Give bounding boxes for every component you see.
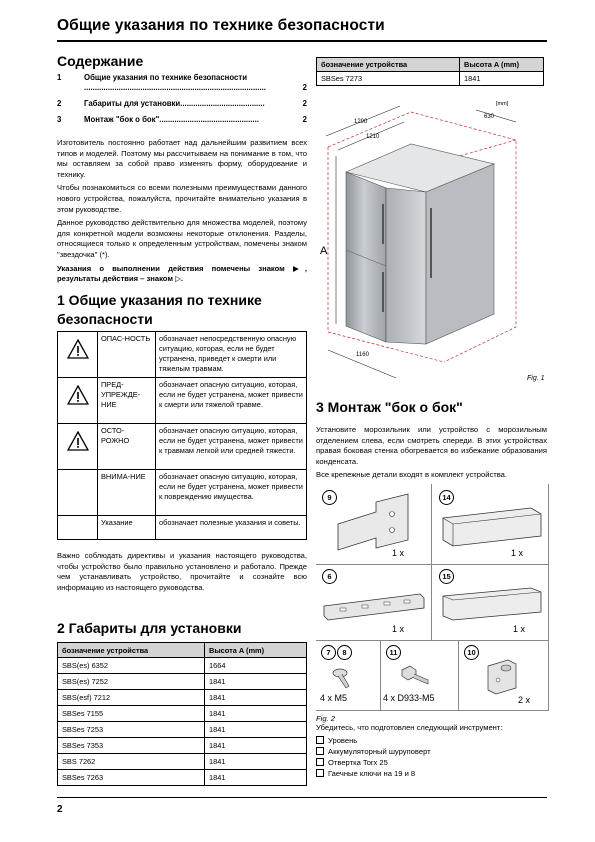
toc-item[interactable] [57,115,307,125]
checkbox-icon [316,747,324,755]
part-cell-cover-strip-2 [431,564,549,641]
dimension-label: 1290 [354,119,368,125]
section-1-heading: 1 Общие указания по технике безопасности [57,292,262,327]
tool-label: Гаечные ключи на 19 и 8 [328,769,416,778]
intro-action-note: Указания о выполнении действия помечены знаком ▶, результаты действия – знаком ▷. [57,263,307,284]
tool-label: Аккумуляторный шуруповерт [328,747,431,756]
table-row [58,754,307,770]
dimensions-table-continued [316,57,544,86]
model-cell: SBSes 7273 [317,72,460,86]
part-number-badge: 15 [439,569,454,584]
list-item [316,735,547,746]
toc-item-page: 2 [302,83,307,92]
fridge-side [426,164,494,344]
part-cell-cover-strip [431,484,549,565]
part-number-badge: 14 [439,490,454,505]
part-quantity: 1 x [392,548,405,558]
height-cell: 1841 [205,706,307,722]
part-quantity: 1 x [511,548,524,558]
fridge-door-left [346,172,386,342]
title-rule [57,40,547,42]
column-header: бозначение устройства [317,58,460,72]
table-row [58,658,307,674]
model-cell: SBS(es) 6352 [58,658,205,674]
door-handle [430,208,432,278]
hazard-row [58,378,307,424]
dimensions-table [57,642,307,786]
hazard-text: обозначает опасную ситуацию, которая, если не будет устранена, может привести к повреждению имущества. [156,470,307,516]
section-2-heading: 2 Габариты для установки [57,620,242,636]
intro-paragraph: Данное руководство действительно для множества моделей, поэтому для конкретной модели возможны некоторые отклонения. Разделы, относящиеся только к определенным устройствам, помечены знаком "звездочка" (*). [57,218,307,259]
toc-item-text: Общие указания по технике безопасности [84,73,247,82]
height-cell: 1841 [205,754,307,770]
checkbox-icon [316,758,324,766]
part-cell-bracket [316,484,432,565]
height-cell: 1841 [205,722,307,738]
tool-label: Отвертка Torx 25 [328,758,388,767]
table-of-contents [57,73,307,131]
height-cell: 1841 [205,770,307,786]
part-number-badge: 10 [464,645,479,660]
dimension-label: 1210 [366,134,380,140]
figure-2-caption: Fig. 2 [316,714,335,723]
column-header: Высота A (mm) [205,643,307,658]
hazard-label: Указание [98,516,156,540]
tools-intro: Убедитесь, что подготовлен следующий инструмент: [316,723,503,732]
hazard-table [57,331,307,540]
part-cell-hinge [458,640,549,711]
table-row [58,722,307,738]
part-number-badge: 8 [337,645,352,660]
toc-item-text: Монтаж "бок о бок" [84,115,160,124]
table-row [58,674,307,690]
figure-1-dimensions-drawing [316,92,548,382]
part-quantity: 1 x [513,624,526,634]
intro-paragraph: Чтобы познакомиться со всеми полезными преимуществами данного нового устройства, пожалуйста, прочитайте внимательно указания в этом руководстве. [57,183,307,214]
model-cell: SBSes 7253 [58,722,205,738]
section-3-paragraph: Все крепежные детали входят в комплект устройства. [316,470,508,480]
toc-leader-dots: .................................................................................... [84,83,266,92]
toc-item-page: 2 [302,115,307,124]
toc-leader-dots: ....................................... [180,99,265,108]
table-header-row [317,58,544,72]
part-number-badge: 11 [386,645,401,660]
part-number-badge: 7 [321,645,336,660]
section-3-text [316,425,547,484]
figure-2-parts [316,484,548,710]
list-item [316,746,547,757]
part-quantity: 1 x [392,624,405,634]
part-cell-rail [316,564,432,641]
toc-item[interactable] [57,99,307,109]
toc-item-number: 1 [57,73,62,82]
table-row [317,72,544,86]
safety-note: Важно соблюдать директивы и указания настоящего руководства, чтобы устройство было правильно установлено и работало. Прежде чем устанавливать устройство, прочитайте и сознайте всю информацию из настоящего руководства. [57,551,307,592]
hazard-label: ОСТО-РОЖНО [98,424,156,470]
model-cell: SBS(es) 7252 [58,674,205,690]
height-cell: 1664 [205,658,307,674]
height-a-label: A [320,245,328,257]
column-header: бозначение устройства [58,643,205,658]
figure-caption: Fig. 1 [527,375,545,382]
table-header-row [58,643,307,658]
part-number-badge: 6 [322,569,337,584]
hazard-row [58,516,307,540]
part-quantity: 2 x [518,695,531,705]
part-number-badge: 9 [322,490,337,505]
hazard-row [58,470,307,516]
warning-triangle-icon [67,385,89,405]
height-cell: 1841 [205,690,307,706]
height-cell: 1841 [205,738,307,754]
warning-triangle-icon [67,431,89,451]
list-item [316,757,547,768]
dimension-label: 1160 [356,352,369,358]
model-cell: SBSes 7353 [58,738,205,754]
intro-text [57,138,307,288]
hazard-row [58,424,307,470]
height-cell: 1841 [205,674,307,690]
intro-paragraph: Изготовитель постоянно работает над дальнейшим развитием всех типов и моделей. Поэтому мы рассчитываем на понимание в том, что мы оставляем за собой право изменять форму, оборудование и технику. [57,138,307,179]
checkbox-icon [316,769,324,777]
section-3-heading: 3 Монтаж "бок о бок" [316,399,463,415]
hazard-label: ОПАС-НОСТЬ [98,332,156,378]
hazard-text: обозначает опасную ситуацию, которая, если не будет устранена, может привести к смерти или тяжелой травме. [156,378,307,424]
warning-triangle-icon [67,339,89,359]
door-handle [382,272,384,312]
hazard-text: обозначает опасную ситуацию, которая, если не будет устранена, может привести к травмам легкой или средней тяжести. [156,424,307,470]
toc-leader-dots: .............................................. [159,115,259,124]
part-quantity: 4 x M5 [320,693,348,703]
checkbox-icon [316,736,324,744]
section-3-paragraph: Установите морозильник или устройство с морозильным отделением слева, если смотреть спереди. В этих устройствах правая боковая стенка обогревается во избежание образования конденсата. [316,425,547,466]
hazard-row [58,332,307,378]
column-header: Высота A (mm) [460,58,544,72]
model-cell: SBSes 7263 [58,770,205,786]
list-item [316,768,547,779]
door-handle [382,204,384,244]
hazard-label: ПРЕД-УПРЕЖДЕ-НИЕ [98,378,156,424]
table-row [58,770,307,786]
tools-list [316,735,547,779]
toc-item-number: 2 [57,99,62,108]
model-cell: SBS(esf) 7212 [58,690,205,706]
toc-item-page: 2 [302,99,307,108]
page-title: Общие указания по технике безопасности [57,17,385,34]
table-row [58,690,307,706]
footer-rule [57,797,547,798]
part-cell-bolts [380,640,459,711]
part-cell-screws [316,640,381,711]
model-cell: SBS 7262 [58,754,205,770]
toc-item-number: 3 [57,115,62,124]
height-cell: 1841 [460,72,544,86]
dimension-label: 630 [484,114,495,120]
toc-item-text: Габариты для установки [84,99,181,108]
part-quantity: 4 x D933-M5 [383,693,435,703]
page-number: 2 [57,804,63,815]
hazard-text: обозначает полезные указания и советы. [156,516,307,540]
fridge-door-right [386,188,426,344]
tool-label: Уровень [328,736,358,745]
hazard-label: ВНИМА-НИЕ [98,470,156,516]
table-row [58,738,307,754]
contents-heading: Содержание [57,53,144,69]
table-row [58,706,307,722]
model-cell: SBSes 7155 [58,706,205,722]
hazard-text: обозначает непосредственную опасную ситуацию, которая, если не будет устранена, приведет к смерти или тяжелым травмам. [156,332,307,378]
toc-item[interactable] [57,73,307,93]
unit-label: [mm] [496,101,509,107]
